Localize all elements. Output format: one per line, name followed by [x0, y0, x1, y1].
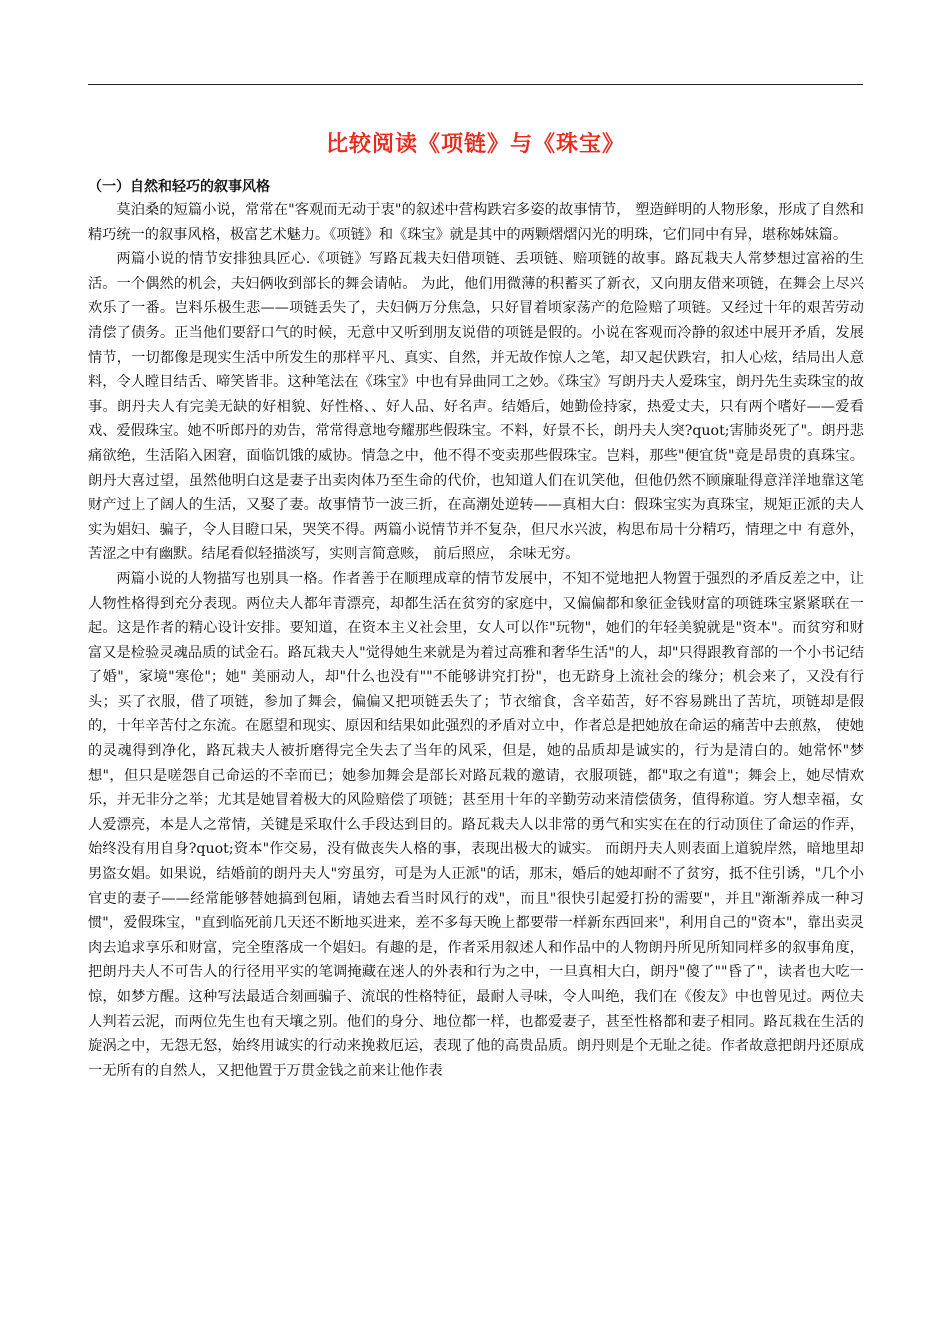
- paragraph-1: 莫泊桑的短篇小说，常常在"客观而无动于衷"的叙述中营构跌宕多姿的故事情节， 塑造鲜明的人物形象，形成了自然和精巧统一的叙事风格，极富艺术魅力。《项链》和《珠宝》就是其中的两颗熠熠闪光的明珠，它们同中有异，堪称姊妹篇。: [88, 202, 864, 243]
- top-rule: [88, 84, 863, 85]
- paragraph-2: 两篇小说的情节安排独具匠心.《项链》写路瓦栽夫妇借项链、丢项链、赔项链的故事。路瓦栽夫人常梦想过富裕的生活。一个偶然的机会，夫妇俩收到部长的舞会请帖。 为此，他们用微薄的积蓄买了新衣，又向朋友借来项链，在舞会上尽兴欢乐了一番。岂料乐极生悲——项链丢失了，夫妇俩万分焦急，只好冒着顷家荡产的危险赔了项链。又经过十年的艰苦劳动清偿了债务。正当他们要舒口气的时候，无意中又听到朋友说借的项链是假的。小说在客观而冷静的叙述中展开矛盾，发展情节，一切都像是现实生活中所发生的那样平凡、真实、自然，并无故作惊人之笔，却又起伏跌宕，扣人心炫，结局出人意料，令人瞠目结舌、啼笑皆非。这种笔法在《珠宝》中也有异曲同工之妙。《珠宝》写朗丹夫人爱珠宝，朗丹先生卖珠宝的故事。朗丹夫人有完美无缺的好相貌、好性格、、好人品、好名声。结婚后，她勤俭持家，热爱丈夫，只有两个嗜好——爱看戏、爱假珠宝。她不听郎丹的劝告，常常得意地夸耀那些假珠宝。不料，好景不长，朗丹夫人突?quot;害肺炎死了"。朗丹悲痛欲绝，生活陷入困窘，面临饥饿的威协。情急之中，他不得不变卖那些假珠宝。岂料，那些"便宜货"竟是昂贵的真珠宝。朗丹大喜过望，虽然他明白这是妻子出卖肉体乃至生命的代价，也知道人们在讥笑他，但他仍然不顾廉耻得意洋洋地靠这笔财产过上了阔人的生活，又娶了妻。故事情节一波三折，在高潮处逆转——真相大白：假珠宝实为真珠宝，规矩正派的夫人实为娼妇、骗子，令人目瞪口呆，哭笑不得。两篇小说情节并不复杂，但尺水兴波，构思布局十分精巧，情理之中 有意外，苦涩之中有幽默。结尾看似轻描淡写，实则言简意赅， 前后照应， 余味无穷。: [88, 251, 864, 563]
- paragraph-3: 两篇小说的人物描写也别具一格。作者善于在顺理成章的情节发展中，不知不觉地把人物置于强烈的矛盾反差之中，让人物性格得到充分表现。两位夫人都年青漂亮，却都生活在贫穷的家庭中，又偏偏都和象征金钱财富的项链珠宝紧紧联在一起。这是作者的精心设计安排。要知道，在资本主义社会里，女人可以作"玩物"，她们的年轻美貌就是"资本"。而贫穷和财富又是检验灵魂品质的试金石。路瓦栽夫人"觉得她生来就是为着过高雅和奢华生活"的人，却"只得跟教育部的一个小书记结了婚"，家境"寒伧"；她" 美丽动人，却"什么也没有""不能够讲究打扮"，也无跻身上流社会的缘分；机会来了，又没有行头；买了衣服，借了项链，参加了舞会，偏偏又把项链丢失了；节衣缩食，含辛茹苦，好不容易跳出了苦坑，项链却是假的，十年辛苦付之东流。在愿望和现实、原因和结果如此强烈的矛盾对立中，作者总是把她放在命运的痛苦中去煎熬， 使她的灵魂得到净化，路瓦栽夫人被折磨得完全失去了当年的风采，但是，她的品质却是诚实的，行为是清白的。她常怀"梦想"，但只是嗟怨自己命运的不幸而已；她参加舞会是部长对路瓦栽的邀请，衣服项链，都"取之有道"；舞会上，她尽情欢乐，并无非分之举；尤其是她冒着极大的风险赔偿了项链；甚至用十年的辛勤劳动来清偿债务，值得称道。穷人想幸福，女人爱漂亮，本是人之常情，关键是采取什么手段达到目的。路瓦栽夫人以非常的勇气和实实在在的行动顶住了命运的作弄，始终没有用自身?quot;资本"作交易，没有做丧失人格的事，表现出极大的诚实。 而朗丹夫人则表面上道貌岸然，暗地里却男盗女娼。如果说，结婚前的朗丹夫人"穷虽穷，可是为人正派"的话，那末，婚后的她却耐不了贫穷，抵不住引诱，"几个小官吏的妻子——经常能够替她搞到包厢，请她去看当时风行的戏"，而且"很快引起爱打扮的需要"，并且"渐渐养成一种习惯"，爱假珠宝，"直到临死前几天还不断地买进来，差不多每天晚上都要带一样新东西回来"，利用自己的"资本"，靠出卖灵肉去追求享乐和财富，完全堕落成一个娼妇。有趣的是，作者采用叙述人和作品中的人物朗丹所见所知同样多的叙事角度，把朗丹夫人不可告人的行径用平实的笔调掩藏在迷人的外表和行为之中，一旦真相大白，朗丹"傻了""昏了"，读者也大吃一惊，如梦方醒。这种写法最适合刻画骗子、流氓的性格特征，最耐人寻味，令人叫绝，我们在《俊友》中也曾见过。两位夫人判若云泥，而两位先生也有天壤之别。他们的身分、地位都一样，也都爱妻子，甚至性格都和妻子相同。路瓦栽在生活的旋涡之中，无怨无怒，始终用诚实的行动来挽救厄运，表现了他的高贵品质。朗丹则是个无耻之徒。作者故意把朗丹还原成一无所有的自然人，又把他置于万贯金钱之前来让他作表: [88, 570, 864, 1079]
- body-text: [88, 198, 864, 1083]
- page-title: 比较阅读《项链》与《珠宝》: [325, 132, 625, 157]
- section-heading: （一）自然和轻巧的叙事风格: [88, 179, 270, 195]
